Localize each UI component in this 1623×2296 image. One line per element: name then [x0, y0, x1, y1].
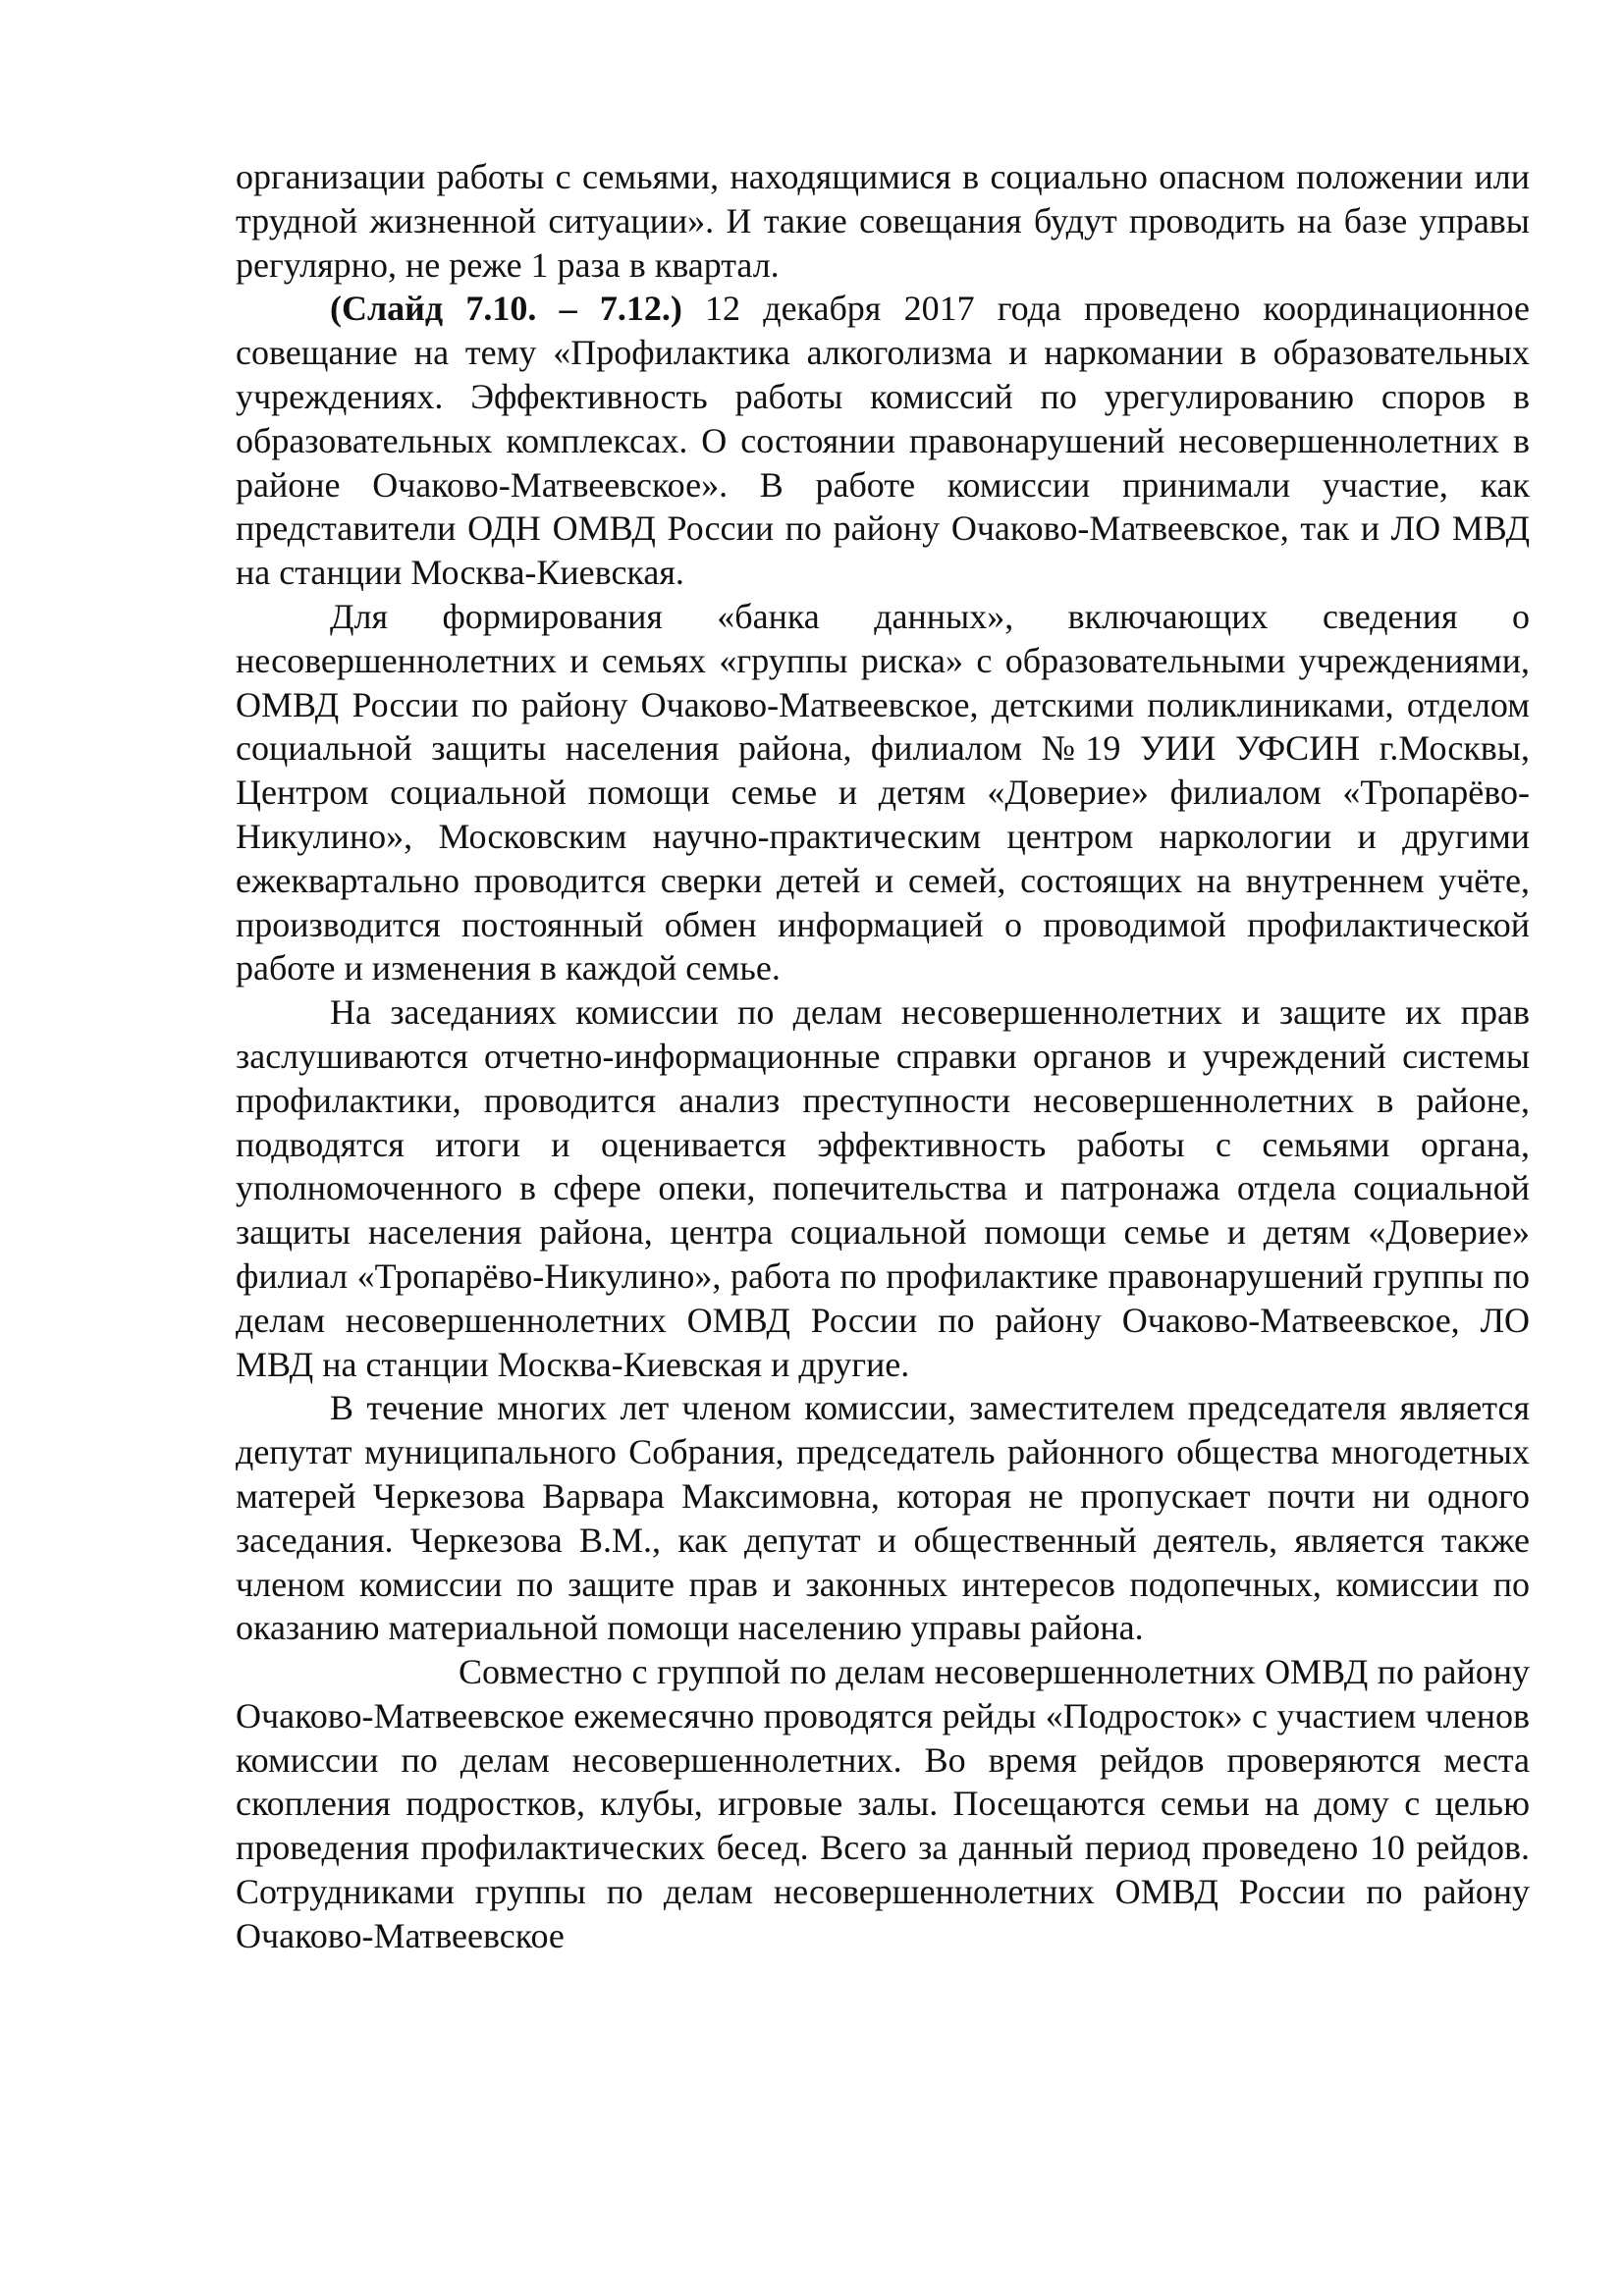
slide-reference: (Слайд 7.10. – 7.12.)	[330, 289, 682, 329]
paragraph-1: организации работы с семьями, находящимися в социально опасном положении или трудной жизненной ситуации». И такие совещания будут проводить на базе управы регулярно, не реже 1 раза в квартал.	[236, 157, 1530, 285]
document-page	[236, 155, 1530, 1958]
paragraph-2-body: 12 декабря 2017 года проведено координационное совещание на тему «Профилактика алкоголизма и наркомании в образовательных учреждениях. Эффективность работы комиссий по урегулированию споров в образовательных комплексах. О состоянии правонарушений несовершеннолетних в районе Очаково-Матвеевское». В работе комиссии принимали участие, как представители ОДН ОМВД России по району Очаково-Матвеевское, так и ЛО МВД на станции Москва-Киевская.	[236, 289, 1530, 593]
paragraph-3: Для формирования «банка данных», включающих сведения о несовершеннолетних и семьях «группы риска» с образовательными учреждениями, ОМВД России по району Очаково-Матвеевское, детскими поликлиниками, отделом социальной защиты населения района, филиалом №19 УИИ УФСИН г.Москвы, Центром социальной помощи семье и детям «Доверие» филиалом «Тропарёво-Никулино», Московским научно-практическим центром наркологии и другими ежеквартально проводится сверки детей и семей, состоящих на внутреннем учёте, производится постоянный обмен информацией о проводимой профилактической работе и изменения в каждой семье.	[236, 596, 1530, 988]
paragraph-2	[236, 287, 1530, 595]
paragraph-5: В течение многих лет членом комиссии, заместителем председателя является депутат муниципального Собрания, председатель районного общества многодетных матерей Черкезова Варвара Максимовна, которая не пропускает почти ни одного заседания. Черкезова В.М., как депутат и общественный деятель, является также членом комиссии по защите прав и законных интересов подопечных, комиссии по оказанию материальной помощи населению управы района.	[236, 1388, 1530, 1648]
paragraph-4: На заседаниях комиссии по делам несовершеннолетних и защите их прав заслушиваются отчетно-информационные справки органов и учреждений системы профилактики, проводится анализ преступности несовершеннолетних в районе, подводятся итоги и оценивается эффективность работы с семьями органа, уполномоченного в сфере опеки, попечительства и патронажа отдела социальной защиты населения района, центра социальной помощи семье и детям «Доверие» филиал «Тропарёво-Никулино», работа по профилактике правонарушений группы по делам несовершеннолетних ОМВД России по району Очаково-Матвеевское, ЛО МВД на станции Москва-Киевская и другие.	[236, 992, 1530, 1384]
paragraph-6: Совместно с группой по делам несовершеннолетних ОМВД по району Очаково-Матвеевское ежемесячно проводятся рейды «Подросток» с участием членов комиссии по делам несовершеннолетних. Во время рейдов проверяются места скопления подростков, клубы, игровые залы. Посещаются семьи на дому с целью проведения профилактических бесед. Всего за данный период проведено 10 рейдов. Сотрудниками группы по делам несовершеннолетних ОМВД России по району Очаково-Матвеевское	[236, 1652, 1530, 1955]
